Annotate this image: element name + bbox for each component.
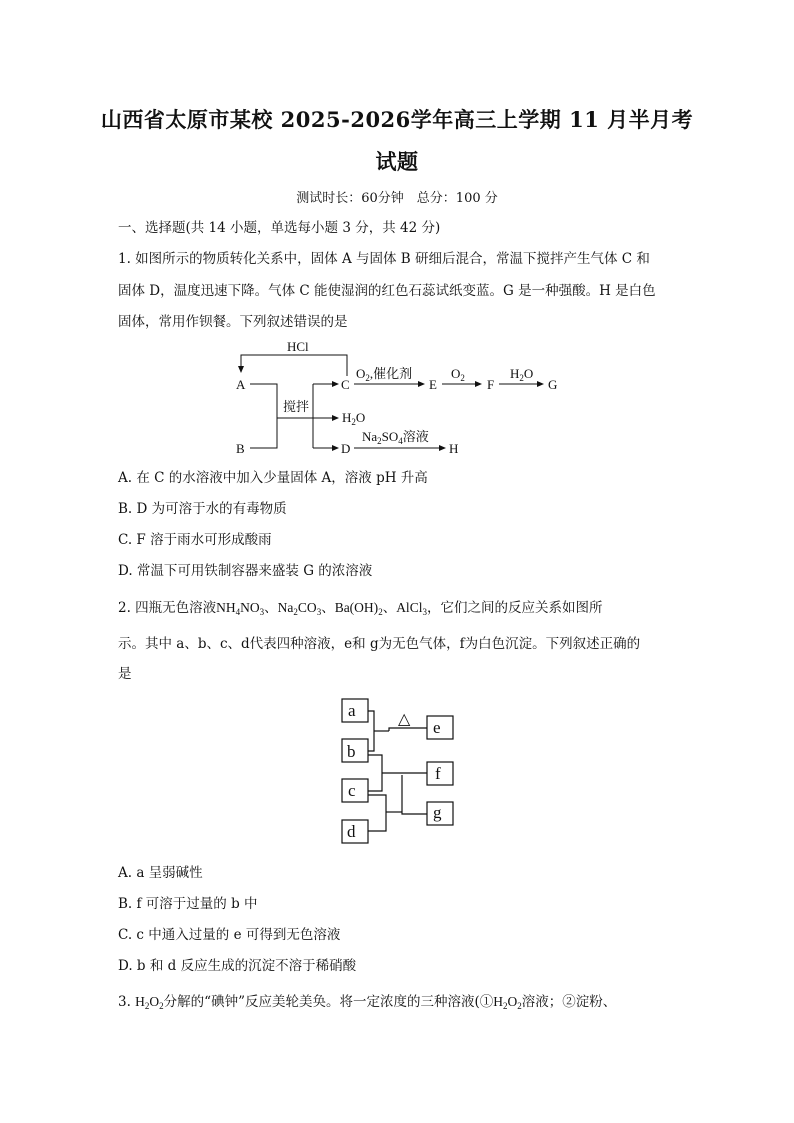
heat-symbol: △ [398, 711, 411, 728]
na2so4-label: $Na_2SO_4$溶液 [362, 429, 429, 446]
q2-stem-line3: 是 [118, 666, 132, 682]
node-e: E [429, 377, 437, 392]
node-h: H [449, 441, 459, 456]
q1-option-a: A. 在 C 的水溶液中加入少量固体 A，溶液 pH 升高 [118, 470, 428, 486]
node-b: B [236, 441, 245, 456]
q2-stem-line2: 示。其中 a、b、c、d代表四种溶液，e和 g为无色气体，f为白色沉淀。下列叙述正确的 [118, 636, 641, 652]
h2o-mid-label: $H_2O$ [342, 410, 366, 427]
q2-option-b: B. f 可溶于过量的 b 中 [118, 896, 258, 912]
q2-option-d: D. b 和 d 反应生成的沉淀不溶于稀硝酸 [118, 958, 357, 974]
node-c: C [341, 377, 350, 392]
q2-option-a: A. a 呈弱碱性 [118, 865, 203, 881]
o2-label: $O_2$ [451, 366, 465, 383]
box-e: e [433, 718, 441, 737]
q1-option-d: D. 常温下可用铁制容器来盛装 G 的浓溶液 [118, 563, 373, 579]
o2-catalyst-label: $O_2$,催化剂 [356, 366, 413, 383]
box-f: f [435, 764, 441, 783]
node-a: A [236, 377, 246, 392]
q1-stem-line2: 固体 D，温度迅速下降。气体 C 能使湿润的红色石蕊试纸变蓝。G 是一种强酸。H 是白色 [118, 283, 656, 299]
box-b: b [347, 742, 356, 761]
box-a: a [348, 701, 356, 720]
box-g: g [433, 803, 442, 822]
q1-option-c: C. F 溶于雨水可形成酸雨 [118, 532, 272, 548]
exam-info: 测试时长：60分钟 总分：100 分 [296, 191, 498, 206]
box-c: c [348, 781, 356, 800]
q3-stem-line1: 3. $H_2O_2$分解的“碘钟”反应美轮美奂。将一定浓度的三种溶液($①H_2O_2$溶液；②淀粉、 [118, 994, 617, 1011]
exam-title-line2: 试题 [375, 149, 419, 174]
node-d: D [341, 441, 351, 456]
q2-reaction-diagram [335, 695, 465, 850]
hcl-label: HCl [287, 339, 309, 354]
q1-option-b: B. D 为可溶于水的有毒物质 [118, 501, 287, 517]
q1-stem-line1: 1. 如图所示的物质转化关系中，固体 A 与固体 B 研细后混合，常温下搅拌产生气体 C 和 [118, 251, 650, 267]
node-g: G [548, 377, 558, 392]
q1-stem-line3: 固体，常用作钡餐。下列叙述错误的是 [118, 314, 348, 330]
q1-reaction-diagram [225, 335, 575, 460]
q2-option-c: C. c 中通入过量的 e 可得到无色溶液 [118, 927, 341, 943]
section-heading: 一、选择题(共 14 小题，单选每小题 3 分，共 42 分) [118, 220, 441, 236]
exam-title-line1: 山西省太原市某校 2025-2026学年高三上学期 11 月半月考 [100, 107, 694, 132]
q2-stem-line1: 2. 四瓶无色溶液$NH_4NO_3$、$Na_2CO_3$、$Ba(OH)_2$、AlCl$_3$，它们之间的反应关系如图所 [118, 600, 603, 617]
node-f: F [487, 377, 495, 392]
stir-label: 搅拌 [283, 399, 310, 414]
h2o-top-label: $H_2O$ [510, 366, 534, 383]
box-d: d [347, 822, 356, 841]
